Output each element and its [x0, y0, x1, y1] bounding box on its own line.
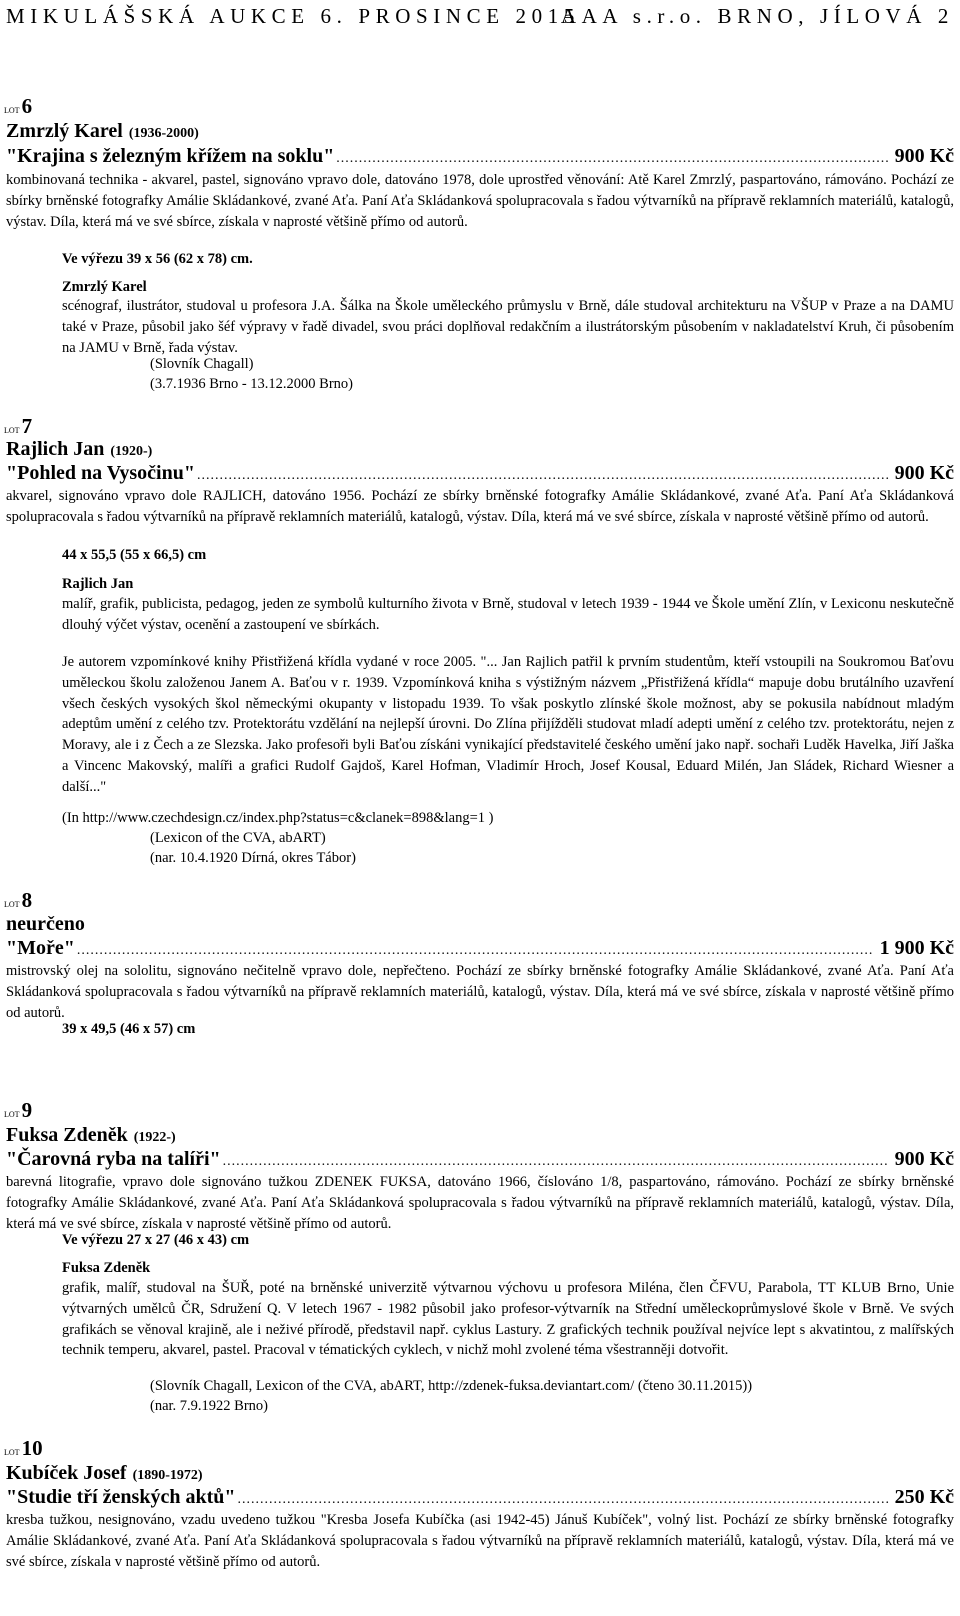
lot-description: akvarel, signováno vpravo dole RAJLICH, datováno 1956. Pochází ze sbírky brněnské fotografky Amálie Skládankové, zvané Aťa. Paní Aťa Skládanková spolupracovala s řadou výtvarníků na přípravě reklamních materiálů, katalogů, výstav. Díla, která má ve své sbírce, získala v naprosté většině přímo od autorů. — [6, 488, 954, 525]
bio-dates: (3.7.1936 Brno - 13.12.2000 Brno) — [150, 376, 353, 392]
lot-description: kombinovaná technika - akvarel, pastel, signováno vpravo dole, datováno 1978, dole uprostřed věnování: Atě Karel Zmrzlý, paspartováno, rámováno. Pochází ze sbírky brněnské fotografky Amálie Skládankové, zvané Aťa. Paní Aťa Skládanková spolupracovala s řadou výtvarníků na přípravě reklamních materiálů, katalogů, výstav. Díla, která má ve své sbírce, získala v naprosté většině přímo od autorů. — [6, 172, 954, 230]
lot-artist: Rajlich Jan (1920-) — [6, 438, 153, 460]
lot-title: "Krajina s železným křížem na soklu" — [6, 145, 335, 167]
bio-source: (Lexicon of the CVA, abART) — [150, 830, 326, 846]
header-company: AAA s.r.o. BRNO, JÍLOVÁ 2 — [560, 4, 954, 28]
lot-title: "Čarovná ryba na talíři" — [6, 1148, 221, 1170]
lot-dimensions: Ve výřezu 39 x 56 (62 x 78) cm. — [62, 251, 253, 267]
lot-title: "Moře" — [6, 937, 75, 959]
lot-number: LOT7 — [4, 414, 33, 438]
lot-artist: Fuksa Zdeněk (1922-) — [6, 1124, 176, 1146]
leader-dots — [336, 151, 888, 167]
lot-description: mistrovský olej na sololitu, signováno nečitelně vpravo dole, nepřečteno. Pochází ze sbírky brněnské fotografky Amálie Skládankové, zvané Aťa. Paní Aťa Skládanková spolupracovala s řadou výtvarníků na přípravě reklamních materiálů, katalogů, výstav. Díla, která má ve své sbírce, získala v naprosté většině přímo od autorů. — [6, 963, 954, 1021]
lot-title: "Pohled na Vysočinu" — [6, 462, 195, 484]
leader-dots — [223, 1154, 889, 1170]
bio-dates: (nar. 10.4.1920 Dírná, okres Tábor) — [150, 850, 356, 866]
lot-artist: Zmrzlý Karel (1936-2000) — [6, 120, 199, 142]
bio-text-continued: Je autorem vzpomínkové knihy Přistřižená křídla vydané v roce 2005. "... Jan Rajlich patřil k prvním studentům, kteří vstoupili na Soukromou Baťovu uměleckou školu založenou Janem A. Baťou v r. 1939. Vzpomínková kniha s výstižným názvem „Přistřižená křídla“ mapuje dobu brutálního uzavření všech českých vysokých škol německými okupanty v listopadu 1939. To však poskytlo zlínské škole možnost, aby se pokusila nabídnout mladým adeptům umění z celého tzv. Protektorátu vzdělání na nejlepší úrovni. Do Zlína přijížděli studovat mladí adepti umění z celého tzv. protektorátu, nejen z Moravy, ale i z Čech a ze Slezska. Jako profesoři byli Baťou získáni vynikající představitelé českého umění jako např. sochaři Luděk Havelka, Jiří Jaška a Vincenc Makovský, malíři a grafici Rudolf Gajdoš, Karel Hofman, Vladimír Hroch, Josef Kousal, Eduard Milén, Jan Sládek, Richard Wiesner a další..." — [62, 654, 954, 795]
lot-description: barevná litografie, vpravo dole signováno tužkou ZDENEK FUKSA, datováno 1966, číslováno 1/8, paspartováno, rámováno. Pochází ze sbírky brněnské fotografky Amálie Skládankové, zvané Aťa. Paní Aťa Skládanková spolupracovala s řadou výtvarníků na přípravě reklamních materiálů, katalogů, výstav. Díla, která má ve své sbírce, získala v naprosté většině přímo od autorů. — [6, 1174, 954, 1232]
bio-source: (Slovník Chagall) — [150, 356, 254, 372]
lot-artist: Kubíček Josef (1890-1972) — [6, 1462, 203, 1484]
lot-number: LOT6 — [4, 94, 33, 118]
bio-source: (Slovník Chagall, Lexicon of the CVA, abART, http://zdenek-fuksa.deviantart.com/ (čteno 30.11.2015)) — [150, 1378, 753, 1394]
bio-dates: (nar. 7.9.1922 Brno) — [150, 1398, 268, 1414]
lot-number: LOT9 — [4, 1098, 33, 1122]
lot-dimensions: 39 x 49,5 (46 x 57) cm — [62, 1021, 196, 1037]
lot-price: 900 Kč — [894, 145, 954, 167]
leader-dots — [197, 468, 889, 484]
lot-title: "Studie tří ženských aktů" — [6, 1486, 236, 1508]
page-header — [6, 4, 954, 34]
lot-number: LOT8 — [4, 888, 33, 912]
leader-dots — [77, 943, 874, 959]
leader-dots — [237, 1492, 888, 1508]
lot-dimensions: Ve výřezu 27 x 27 (46 x 43) cm — [62, 1232, 250, 1248]
header-auction-title: MIKULÁŠSKÁ AUKCE 6. PROSINCE 2015 — [6, 4, 580, 28]
bio-name: Fuksa Zdeněk — [62, 1260, 151, 1276]
lot-title-line — [6, 1486, 954, 1509]
lot-dimensions: 44 x 55,5 (55 x 66,5) cm — [62, 547, 207, 563]
bio-name: Rajlich Jan — [62, 576, 134, 592]
lot-title-line — [6, 937, 954, 960]
bio-name: Zmrzlý Karel — [62, 279, 147, 295]
lot-price: 900 Kč — [894, 462, 954, 484]
bio-link: (In http://www.czechdesign.cz/index.php?status=c&clanek=898&lang=1 ) — [62, 810, 494, 826]
bio-text: grafik, malíř, studoval na ŠUŘ, poté na brněnské univerzitě výtvarnou výchovu u profesora Miléna, člen ČFVU, Parabola, TT KLUB Brno, Unie výtvarných umělců ČR, Sdružení Q. V letech 1967 - 1982 působil jako profesor-výtvarník na Střední uměleckoprůmyslové škole v Brně. Ve svých grafikách se věnoval krajině, ale i neživé přírodě, představil např. cyklus Lastury. Z grafických technik používal nejvíce lept s akvatintou, z malířských technik temperu, akvarel, pastel. Pracoval v tématických cyklech, v nichž mohl zvolené téma všestranněji dotvořit. — [62, 1280, 954, 1359]
lot-number: LOT10 — [4, 1436, 43, 1460]
lot-title-line — [6, 1148, 954, 1171]
bio-text: scénograf, ilustrátor, studoval u profesora J.A. Šálka na Škole uměleckého průmyslu v Brně, dále studoval architekturu na VŠUP v Praze a na DAMU také v Praze, působil jako šéf výpravy v řadě divadel, svou práci doplňoval redakčním a ilustrátorským působením v nakladatelství Kruh, či působením na JAMU v Brně, řada výstav. — [62, 298, 954, 356]
lot-title-line — [6, 145, 954, 168]
bio-text: malíř, grafik, publicista, pedagog, jeden ze symbolů kulturního života v Brně, studoval v letech 1939 - 1944 ve Škole umění Zlín, v Lexiconu neskutečně dlouhý výčet výstav, ocenění a zastoupení ve sbírkách. — [62, 596, 954, 633]
lot-title-line — [6, 462, 954, 485]
lot-artist: neurčeno — [6, 913, 85, 935]
lot-description: kresba tužkou, nesignováno, vzadu uvedeno tužkou "Kresba Josefa Kubíčka (asi 1942-45) Jánuš Kubíček", volný list. Pochází ze sbírky brněnské fotografky Amálie Skládankové, zvané Aťa. Paní Aťa Skládanková spolupracovala s řadou výtvarníků na přípravě reklamních materiálů, katalogů, výstav. Díla, která má ve své sbírce, získala v naprosté většině přímo od autorů. — [6, 1512, 954, 1570]
lot-price: 1 900 Kč — [879, 937, 954, 959]
lot-price: 250 Kč — [894, 1486, 954, 1508]
lot-price: 900 Kč — [894, 1148, 954, 1170]
